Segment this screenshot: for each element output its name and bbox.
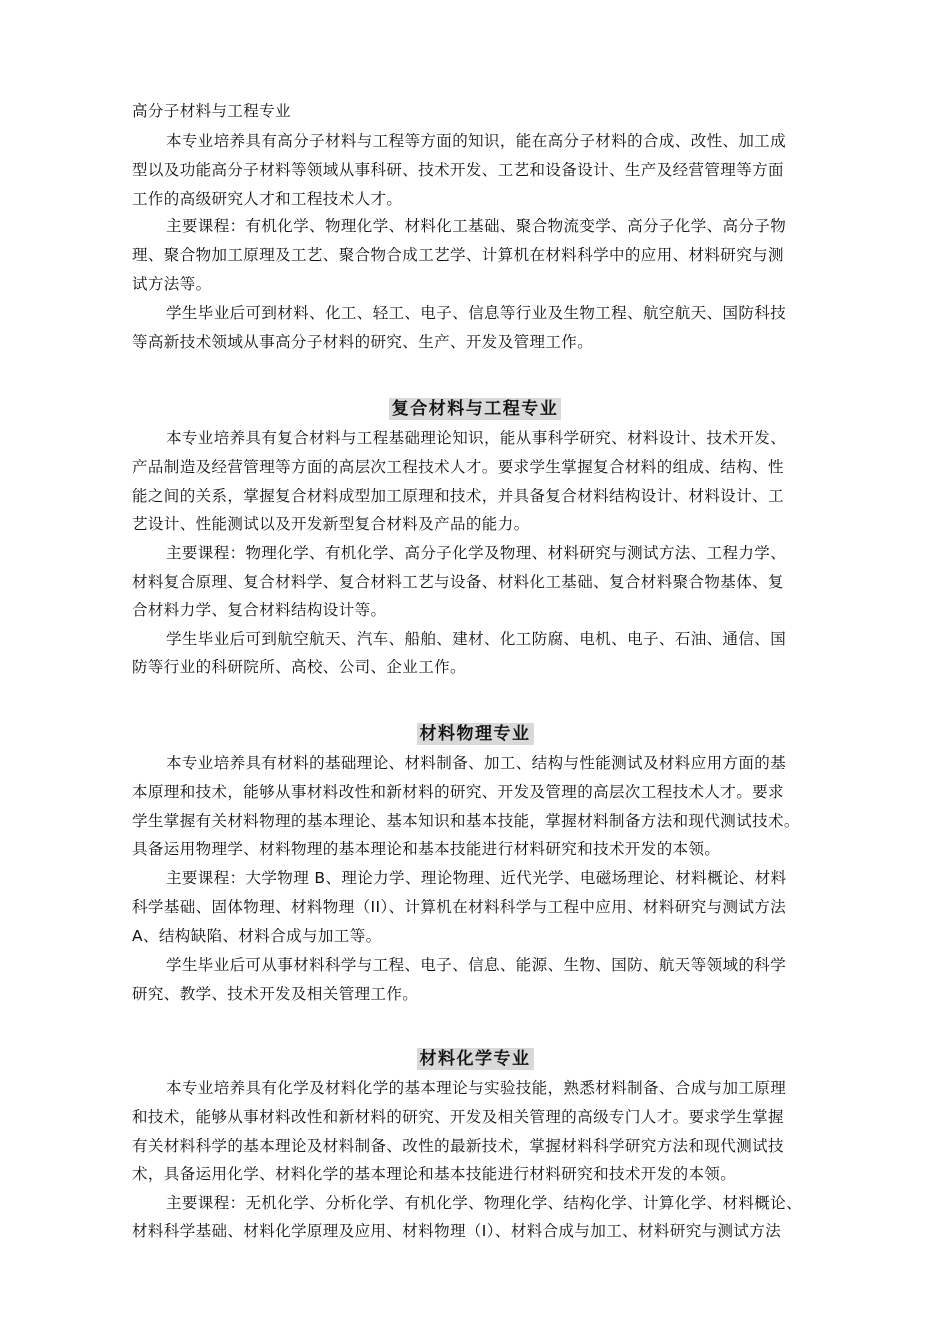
paragraph-line: 有关材料科学的基本理论及材料制备、改性的最新技术，掌握材料科学研究方法和现代测试技: [132, 1137, 784, 1155]
paragraph-line: 防等行业的科研院所、高校、公司、企业工作。: [132, 658, 466, 676]
paragraph-line: 研究、教学、技术开发及相关管理工作。: [132, 985, 419, 1003]
paragraph-line: 合材料力学、复合材料结构设计等。: [132, 601, 387, 619]
paragraph-line: 学生毕业后可从事材料科学与工程、电子、信息、能源、生物、国防、航天等领域的科学: [166, 956, 787, 974]
paragraph-line: 试方法等。: [132, 275, 212, 293]
paragraph-line: 本专业培养具有高分子材料与工程等方面的知识，能在高分子材料的合成、改性、加工成: [166, 132, 787, 150]
paragraph-line: 本专业培养具有材料的基础理论、材料制备、加工、结构与性能测试及材料应用方面的基: [166, 754, 787, 772]
paragraph-line: 材料科学基础、材料化学原理及应用、材料物理（I）、材料合成与加工、材料研究与测试方法: [132, 1222, 782, 1240]
paragraph-line: 学生毕业后可到航空航天、汽车、船舶、建材、化工防腐、电机、电子、石油、通信、国: [166, 630, 787, 648]
section-heading-text: 复合材料与工程专业: [389, 398, 562, 420]
paragraph-line: 主要课程：物理化学、有机化学、高分子化学及物理、材料研究与测试方法、工程力学、: [166, 544, 787, 562]
paragraph-line: 本专业培养具有复合材料与工程基础理论知识，能从事科学研究、材料设计、技术开发、: [166, 429, 787, 447]
paragraph-line: 主要课程：大学物理 B、理论力学、理论物理、近代光学、电磁场理论、材料概论、材料: [166, 869, 787, 887]
paragraph-line: 本专业培养具有化学及材料化学的基本理论与实验技能，熟悉材料制备、合成与加工原理: [166, 1079, 787, 1097]
paragraph-line: 具备运用物理学、材料物理的基本理论和基本技能进行材料研究和技术开发的本领。: [132, 840, 721, 858]
paragraph-line: 材料复合原理、复合材料学、复合材料工艺与设备、材料化工基础、复合材料聚合物基体、复: [132, 573, 784, 591]
paragraph-line: 学生毕业后可到材料、化工、轻工、电子、信息等行业及生物工程、航空航天、国防科技: [166, 304, 787, 322]
paragraph-line: 和技术，能够从事材料改性和新材料的研究、开发及相关管理的高级专门人才。要求学生掌握: [132, 1108, 784, 1126]
paragraph-line: 主要课程：有机化学、物理化学、材料化工基础、聚合物流变学、高分子化学、高分子物: [166, 217, 787, 235]
paragraph-line: 型以及功能高分子材料等领域从事科研、技术开发、工艺和设备设计、生产及经营管理等方面: [132, 161, 784, 179]
paragraph-line: 等高新技术领域从事高分子材料的研究、生产、开发及管理工作。: [132, 333, 594, 351]
section-heading: [0, 398, 950, 420]
paragraph-line: 科学基础、固体物理、材料物理（II）、计算机在材料科学与工程中应用、材料研究与测试方法: [132, 898, 787, 916]
paragraph-line: 理、聚合物加工原理及工艺、聚合物合成工艺学、计算机在材料科学中的应用、材料研究与测: [132, 246, 784, 264]
section-heading-text: 材料物理专业: [417, 723, 534, 745]
paragraph-line: 本原理和技术，能够从事材料改性和新材料的研究、开发及管理的高层次工程技术人才。要求: [132, 783, 784, 801]
paragraph-line: 能之间的关系，掌握复合材料成型加工原理和技术，并具备复合材料结构设计、材料设计、工: [132, 487, 784, 505]
paragraph-line: 学生掌握有关材料物理的基本理论、基本知识和基本技能，掌握材料制备方法和现代测试技术。: [132, 812, 800, 830]
section-heading-text: 材料化学专业: [417, 1048, 534, 1070]
intro-title: 高分子材料与工程专业: [132, 102, 292, 120]
section-heading: [0, 1048, 950, 1070]
paragraph-line: 艺设计、性能测试以及开发新型复合材料及产品的能力。: [132, 515, 530, 533]
paragraph-line: 工作的高级研究人才和工程技术人才。: [132, 190, 403, 208]
paragraph-line: 术，具备运用化学、材料化学的基本理论和基本技能进行材料研究和技术开发的本领。: [132, 1165, 737, 1183]
paragraph-line: 主要课程：无机化学、分析化学、有机化学、物理化学、结构化学、计算化学、材料概论、: [166, 1194, 803, 1212]
paragraph-line: A、结构缺陷、材料合成与加工等。: [132, 927, 382, 945]
section-heading: [0, 723, 950, 745]
paragraph-line: 产品制造及经营管理等方面的高层次工程技术人才。要求学生掌握复合材料的组成、结构、性: [132, 458, 784, 476]
